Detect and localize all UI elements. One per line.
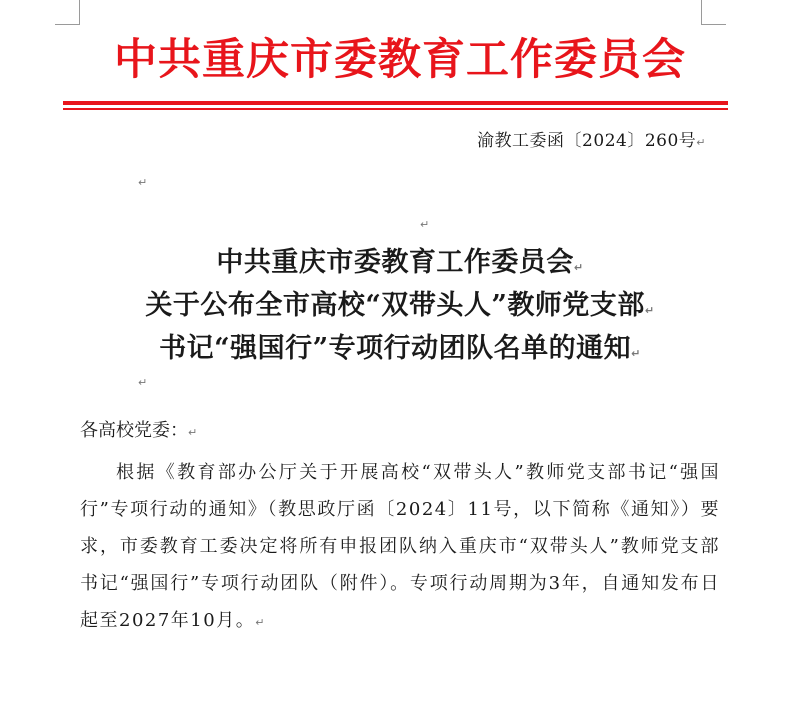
paragraph-mark: ↵: [420, 218, 430, 231]
paragraph-mark: ↵: [188, 426, 198, 439]
crop-mark-top-left-vertical: [79, 0, 80, 24]
letterhead-title: 中共重庆市委教育工作委员会: [114, 35, 686, 85]
paragraph-mark: ↵: [138, 176, 148, 189]
document-number-text: 渝教工委函〔2024〕260号: [477, 131, 697, 151]
document-number: [477, 126, 706, 151]
document-title-line-3: 书记“强国行”专项行动团队名单的通知↵: [159, 333, 641, 364]
crop-mark-top-right-horizontal: [701, 24, 726, 25]
paragraph-mark: ↵: [573, 261, 584, 274]
paragraph-mark: ↵: [631, 347, 641, 360]
crop-mark-top-right-vertical: [701, 0, 702, 24]
document-title-line-2: 关于公布全市高校“双带头人”教师党支部↵: [145, 290, 655, 321]
body-paragraph: 根据《教育部办公厅关于开展高校“双带头人”教师党支部书记“强国行”专项行动的通知》（教思政厅函〔2024〕11号，以下简称《通知》）要求，市委教育工委决定将所有申报团队纳入重庆市“双带头人”教师党支部书记“强国行”专项行动团队（附件）。专项行动周期为3年，自通知发布日起至2027年10月。↵: [80, 462, 720, 631]
salutation: 各高校党委：↵: [80, 420, 198, 441]
paragraph-mark: ↵: [644, 304, 655, 317]
letterhead-rule-thin: [63, 108, 728, 110]
paragraph-mark: ↵: [696, 136, 706, 149]
paragraph-mark: ↵: [255, 616, 266, 629]
letterhead-rule-thick: [63, 101, 728, 105]
crop-mark-top-left-horizontal: [55, 24, 80, 25]
document-title-line-1: 中共重庆市委教育工作委员会↵: [216, 247, 584, 278]
paragraph-mark: ↵: [138, 376, 148, 389]
